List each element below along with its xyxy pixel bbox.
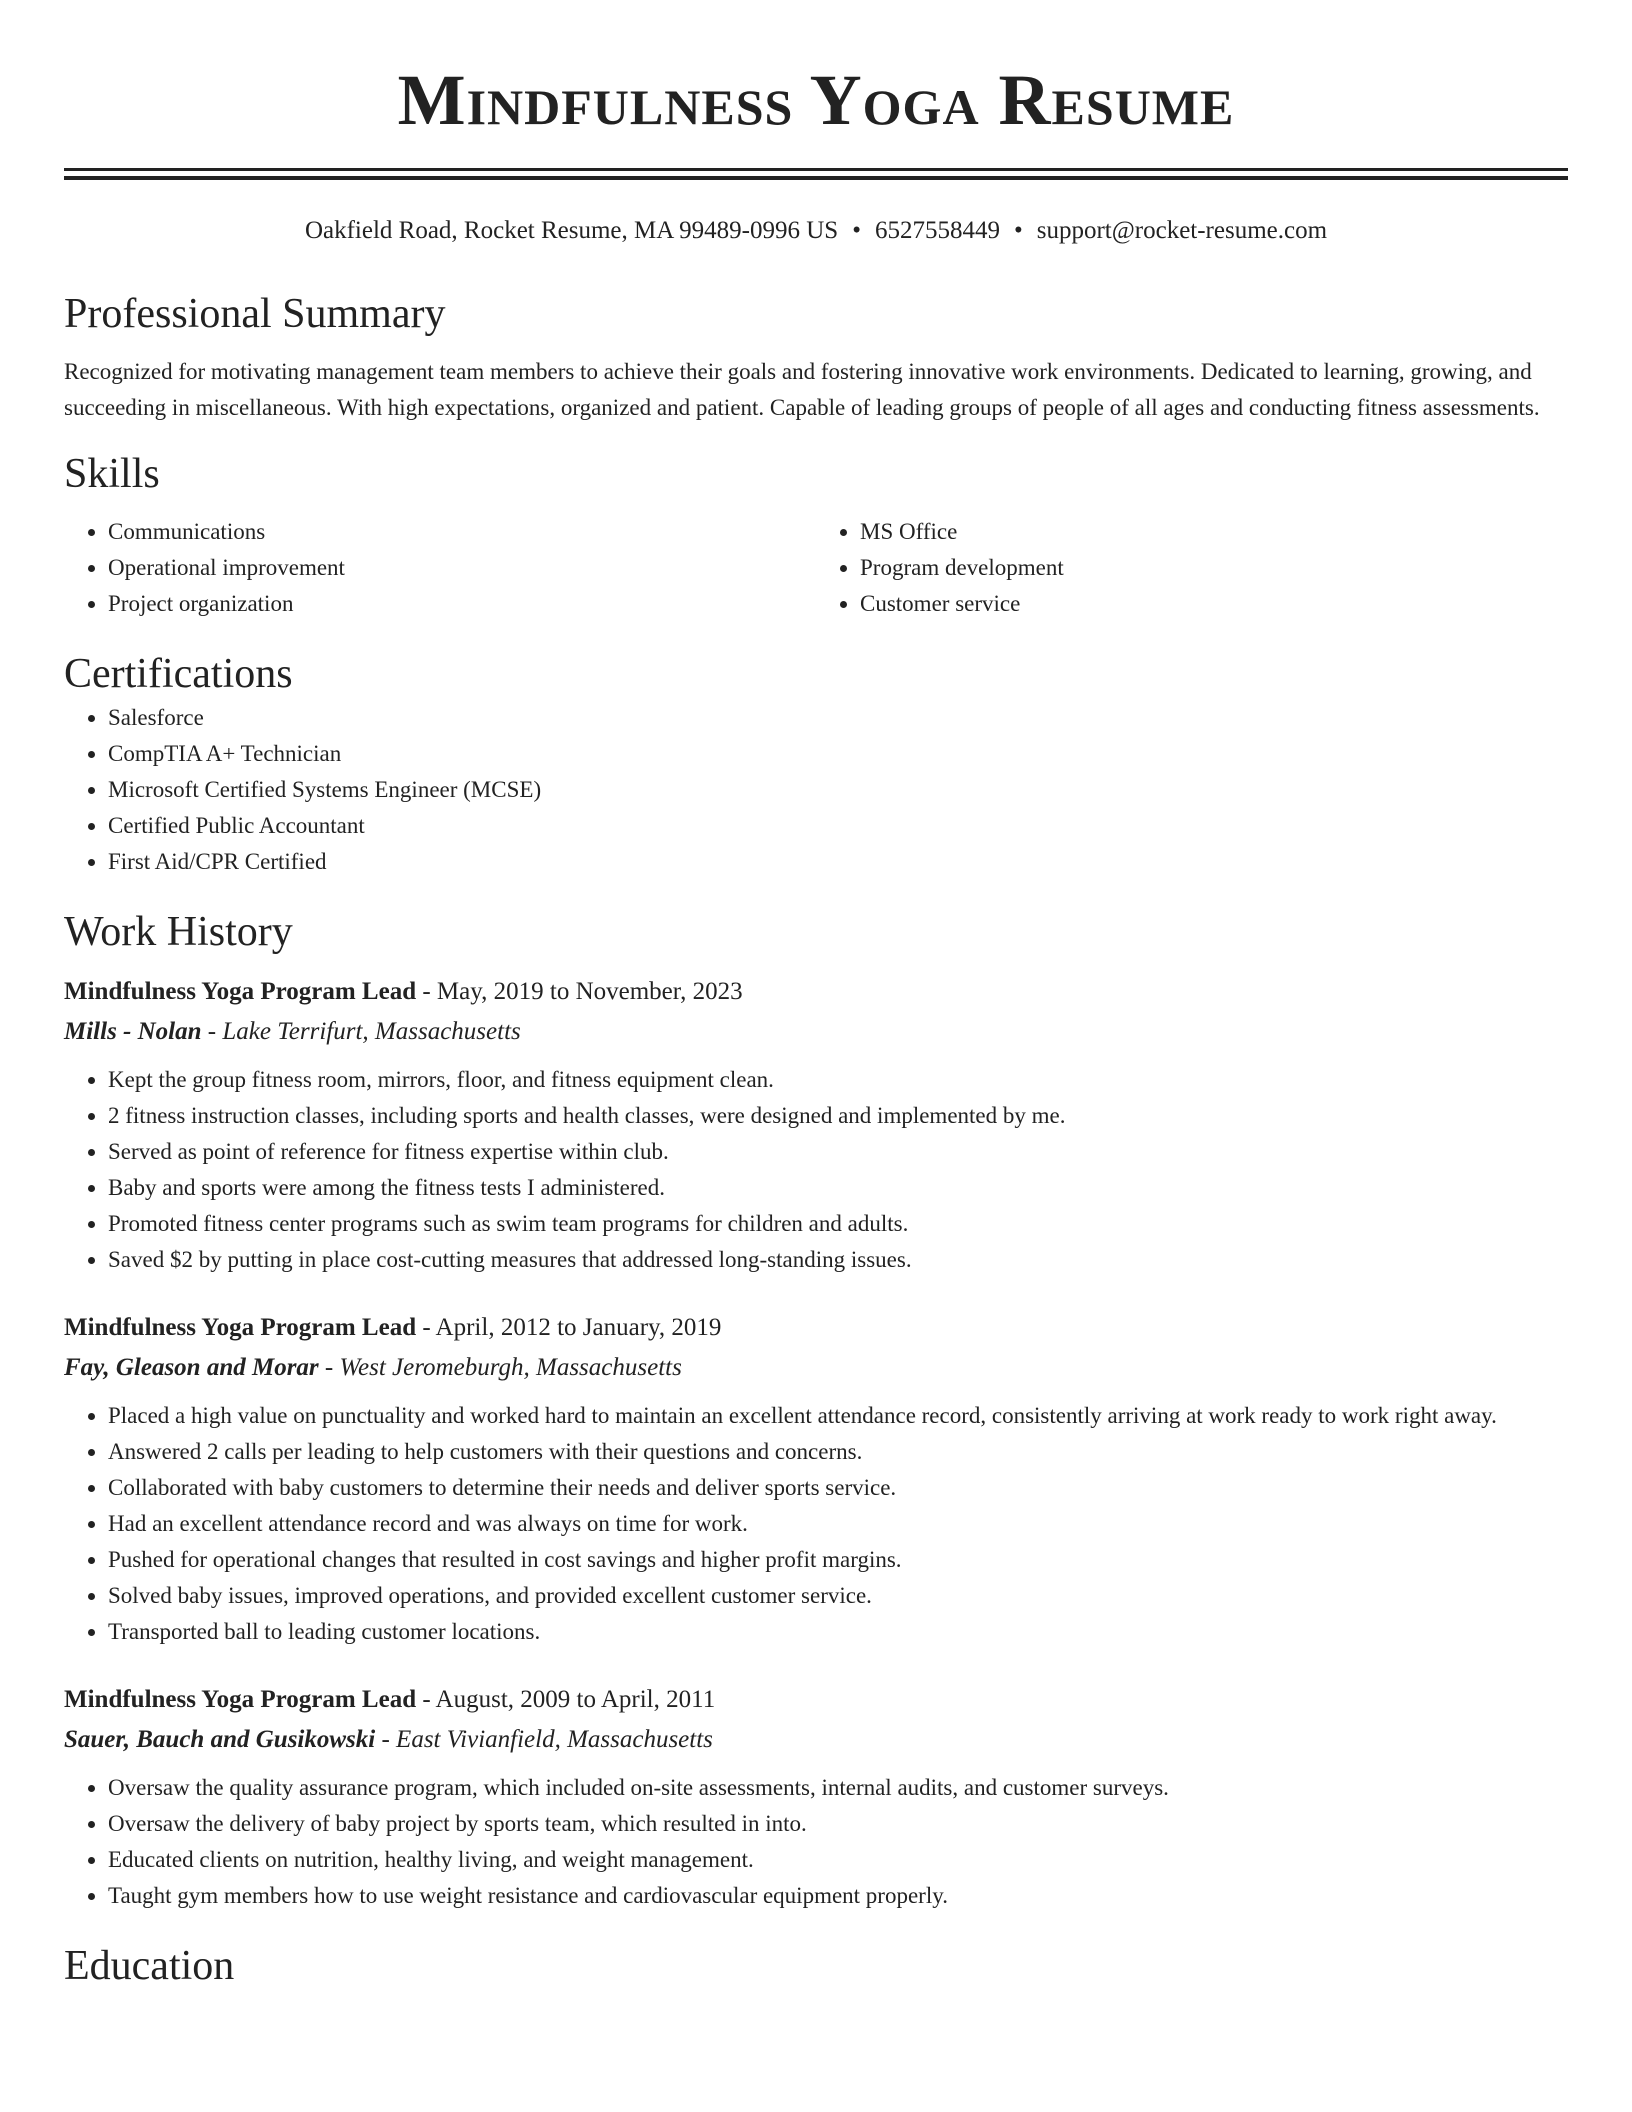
certification-item: • Microsoft Certified Systems Engineer (MCSE) [108, 772, 1568, 808]
title-divider-top [64, 168, 1568, 171]
job-company: Fay, Gleason and Morar [64, 1354, 319, 1381]
job-duty: • Served as point of reference for fitness expertise within club. [108, 1134, 1568, 1170]
skill-item: • Project organization [108, 586, 816, 622]
job-duty: • Oversaw the delivery of baby project by sports team, which resulted in into. [108, 1806, 1568, 1842]
job-title-line [64, 972, 1568, 1012]
job-duties-list [64, 1770, 1568, 1914]
summary-heading: Professional Summary [64, 291, 446, 337]
skills-list-left [64, 514, 816, 622]
job-dates: - August, 2009 to April, 2011 [416, 1686, 716, 1713]
job-role: Mindfulness Yoga Program Lead [64, 1686, 417, 1713]
job-title-line [64, 1680, 1568, 1720]
contact-separator: • [852, 217, 861, 244]
certifications-list [64, 700, 1568, 880]
job-entry [64, 1308, 1568, 1650]
skill-item: • Operational improvement [108, 550, 816, 586]
education-heading: Education [64, 1943, 235, 1989]
job-duties-list [64, 1062, 1568, 1278]
contact-line [64, 214, 1568, 248]
skills-heading: Skills [64, 451, 160, 497]
summary-text: Recognized for motivating management team members to achieve their goals and fostering innovative work environments. Dedicated to learning, growing, and succeeding in miscellaneous. With high expectations, organized and patient. Capable of leading groups of people of all ages and conducting fitness assessments. [64, 359, 1540, 420]
job-dates: - April, 2012 to January, 2019 [416, 1314, 722, 1341]
job-entry [64, 972, 1568, 1278]
contact-email: support@rocket-resume.com [1036, 217, 1328, 244]
job-duty: • Answered 2 calls per leading to help customers with their questions and concerns. [108, 1434, 1568, 1470]
job-duty: • Collaborated with baby customers to determine their needs and deliver sports service. [108, 1470, 1568, 1506]
certifications-heading: Certifications [64, 651, 293, 697]
job-duty: • Kept the group fitness room, mirrors, floor, and fitness equipment clean. [108, 1062, 1568, 1098]
skill-item: • Program development [860, 550, 1568, 586]
skills-columns [64, 514, 1568, 622]
job-company-line [64, 1012, 1568, 1052]
job-duty: • Saved $2 by putting in place cost-cutting measures that addressed long-standing issues. [108, 1242, 1568, 1278]
job-company-line [64, 1348, 1568, 1388]
job-duty: • Taught gym members how to use weight resistance and cardiovascular equipment properly. [108, 1878, 1568, 1914]
job-duty: • Oversaw the quality assurance program, which included on-site assessments, internal audits, and customer surveys. [108, 1770, 1568, 1806]
job-company: Sauer, Bauch and Gusikowski [64, 1726, 376, 1753]
job-role: Mindfulness Yoga Program Lead [64, 1314, 417, 1341]
job-duty: • Educated clients on nutrition, healthy living, and weight management. [108, 1842, 1568, 1878]
job-duty: • Placed a high value on punctuality and worked hard to maintain an excellent attendance record, consistently arriving at work ready to work right away. [108, 1398, 1568, 1434]
job-company-line [64, 1720, 1568, 1760]
job-duty: • Solved baby issues, improved operations, and provided excellent customer service. [108, 1578, 1568, 1614]
contact-phone: 6527558449 [874, 217, 1000, 244]
skills-column-left [64, 514, 816, 622]
certification-item: • CompTIA A+ Technician [108, 736, 1568, 772]
job-dates: - May, 2019 to November, 2023 [416, 978, 743, 1005]
skills-list-right [816, 514, 1568, 622]
job-duty: • Had an excellent attendance record and was always on time for work. [108, 1506, 1568, 1542]
job-location: - Lake Terrifurt, Massachusetts [201, 1018, 521, 1045]
job-role: Mindfulness Yoga Program Lead [64, 978, 417, 1005]
skills-column-right [816, 514, 1568, 622]
job-company: Mills - Nolan [64, 1018, 202, 1045]
title-divider-bottom [64, 176, 1568, 180]
contact-address: Oakfield Road, Rocket Resume, MA 99489-0996 US [304, 217, 839, 244]
job-location: - East Vivianfield, Massachusetts [375, 1726, 713, 1753]
job-duty: • Promoted fitness center programs such as swim team programs for children and adults. [108, 1206, 1568, 1242]
job-title-line [64, 1308, 1568, 1348]
job-duties-list [64, 1398, 1568, 1650]
job-entry [64, 1680, 1568, 1914]
certification-item: • Salesforce [108, 700, 1568, 736]
job-location: - West Jeromeburgh, Massachusetts [318, 1354, 682, 1381]
job-duty: • Pushed for operational changes that resulted in cost savings and higher profit margins. [108, 1542, 1568, 1578]
certification-item: • First Aid/CPR Certified [108, 844, 1568, 880]
job-duty: • 2 fitness instruction classes, including sports and health classes, were designed and implemented by me. [108, 1098, 1568, 1134]
job-duty: • Transported ball to leading customer locations. [108, 1614, 1568, 1650]
work-history-heading: Work History [64, 909, 293, 955]
resume-title: Mindfulness Yoga Resume [397, 60, 1235, 140]
skill-item: • Customer service [860, 586, 1568, 622]
resume-page [64, 0, 1568, 1992]
skill-item: • MS Office [860, 514, 1568, 550]
job-duty: • Baby and sports were among the fitness tests I administered. [108, 1170, 1568, 1206]
certification-item: • Certified Public Accountant [108, 808, 1568, 844]
contact-separator: • [1013, 217, 1023, 244]
skill-item: • Communications [108, 514, 816, 550]
